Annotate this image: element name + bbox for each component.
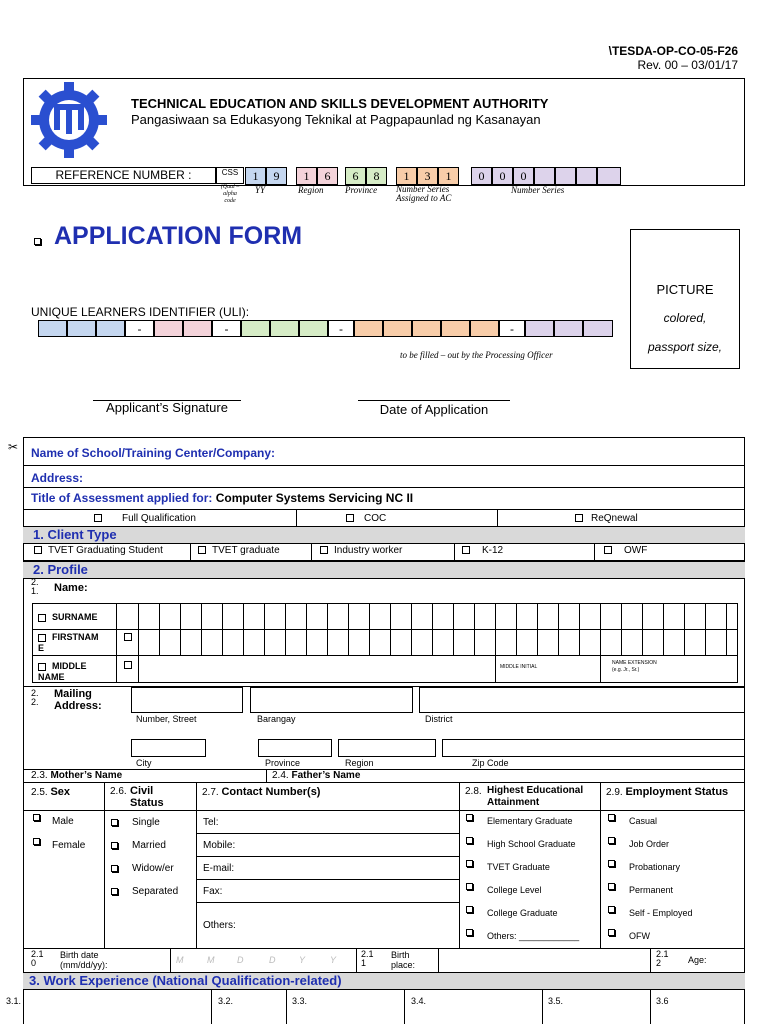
contact-others[interactable]: Others: [203,920,236,931]
page-title: APPLICATION FORM [54,222,303,250]
checkbox-icon[interactable] [320,546,328,554]
divider [454,543,455,560]
caption-number-series-ac: Number Series Assigned to AC [396,184,452,203]
birthdate-placeholder[interactable]: M [176,955,184,965]
checkbox-icon[interactable] [466,860,473,867]
divider [600,782,601,948]
name-label: Name: [54,582,88,594]
ref-digit[interactable]: 8 [366,167,387,185]
sex-num: 2.5. [31,787,48,798]
ref-digit[interactable]: 3 [417,167,438,185]
civil-option-label: Separated [132,886,179,897]
uli-cell[interactable] [554,320,583,337]
divider [438,948,439,972]
divider [404,989,405,1024]
caption-region: Region [298,185,324,195]
civil-option[interactable] [111,840,166,851]
age-num: 2.1 2 [656,949,669,968]
mother-num: 2.3. [31,770,48,781]
edu-option[interactable] [466,858,550,872]
ref-digit[interactable]: 1 [296,167,317,185]
divider [296,509,297,526]
checkbox-icon[interactable] [608,814,615,821]
checkbox-icon[interactable] [33,838,40,845]
edu-option[interactable] [466,812,573,826]
civil-option[interactable] [111,817,160,828]
option-coc[interactable] [346,513,386,524]
checkbox-icon[interactable] [608,860,615,867]
emp-header [606,786,728,798]
uli-label: UNIQUE LEARNERS IDENTIFIER (ULI): [31,305,250,319]
contact-header [202,786,320,798]
barangay-field[interactable] [250,687,413,713]
emp-option[interactable] [608,927,650,941]
checkbox-icon[interactable] [94,514,102,522]
checkbox-icon[interactable] [462,546,470,554]
uli-dash: - [339,322,343,336]
city-field[interactable] [131,739,206,757]
emp-option[interactable] [608,835,670,849]
divider [170,948,171,972]
divider [104,782,105,948]
client-option-label: K-12 [482,545,504,556]
checkbox-icon[interactable] [198,546,206,554]
caption-province: Province [345,185,378,195]
uli-cell[interactable] [270,320,299,337]
contact-num: 2.7. [202,787,219,798]
emp-num: 2.9. [606,787,623,798]
district-field[interactable] [419,687,745,713]
birthplace-label: Birth place: [391,950,416,970]
option-renewal[interactable] [575,513,638,524]
assessment-label: Title of Assessment applied for: [31,491,213,505]
sex-header [31,786,70,798]
edu-option-label: College Graduate [487,908,558,918]
option-full-qualification[interactable] [94,513,196,524]
contact-tel[interactable]: Tel: [203,817,219,828]
checkbox-icon[interactable] [466,814,473,821]
divider [311,543,312,560]
middle-initial-label: MIDDLE INITIAL [500,664,538,670]
qual-note: (Qual – alpha code [220,184,240,204]
revision: Rev. 00 – 03/01/17 [637,58,738,72]
checkbox-icon[interactable] [111,888,118,895]
edu-option[interactable] [466,927,580,941]
uli-cell[interactable] [412,320,441,337]
edu-option-label: High School Graduate [487,839,576,849]
divider [356,948,357,972]
street-field[interactable] [131,687,243,713]
checkbox-icon[interactable] [466,929,473,936]
rule [23,810,745,811]
ref-digit-empty[interactable] [555,167,576,185]
contact-email[interactable]: E-mail: [203,863,235,874]
ref-digit[interactable]: 6 [345,167,366,185]
num-2-2: 2. 2. [31,688,39,707]
firstname-label [38,632,99,654]
checkbox-icon [38,614,46,622]
divider [196,782,197,948]
section-title: 2. Profile [33,562,88,577]
uli-dash-cell [212,320,241,337]
emp-option[interactable] [608,812,658,826]
uli-cell[interactable] [67,320,96,337]
uli-cell[interactable] [154,320,183,337]
province-field[interactable] [258,739,332,757]
divider [266,769,267,782]
civil-label: Civil Status [130,785,164,809]
firstname-text: FIRSTNAM E [38,632,99,653]
sex-option[interactable] [33,812,74,827]
contact-mobile[interactable]: Mobile: [203,840,236,851]
uli-dash-cell [499,320,525,337]
emp-option[interactable] [608,881,674,895]
reference-label: REFERENCE NUMBER : [31,167,216,184]
work-col: 3.4. [411,996,427,1006]
ref-digit[interactable]: 6 [317,167,338,185]
addr-label: Province [265,758,301,768]
section-client-type [23,526,745,544]
client-option[interactable] [198,545,280,556]
surname-label [38,612,98,622]
edu-option-label: College Level [487,885,542,895]
addr-label: Number, Street [136,714,197,724]
divider [650,989,651,1024]
checkbox-icon[interactable] [111,819,118,826]
emp-option[interactable] [608,904,693,918]
father-row [272,770,360,781]
option-label: Full Qualification [122,513,196,524]
addr-label: Region [345,758,374,768]
sex-label: Sex [50,786,71,798]
mother-label: Mother’s Name [50,770,123,781]
divider [190,543,191,560]
birthdate-label: Birth date (mm/dd/yy): [60,950,108,970]
uli-dash-cell [328,320,354,337]
birthplace-num: 2.1 1 [361,949,374,968]
rule [23,782,745,783]
civil-option[interactable] [111,886,178,897]
divider [497,509,498,526]
father-label: Father’s Name [291,770,361,781]
checkbox-icon[interactable] [34,546,42,554]
uli-cell[interactable] [96,320,125,337]
checkbox-icon [34,238,41,245]
checkbox-icon [38,634,46,642]
work-col: 3.6 [656,996,669,1006]
address-label: Address: [31,471,84,485]
checkbox-icon[interactable] [111,842,118,849]
work-col: 3.3. [292,996,308,1006]
client-option-label: TVET Graduating Student [48,545,163,556]
client-option-label: OWF [624,545,648,556]
birthdate-placeholder[interactable]: D [237,955,244,965]
civil-option-label: Widow/er [132,863,174,874]
uli-cell[interactable] [470,320,499,337]
scissors-icon: ✂ [8,440,19,454]
section-work-experience [23,972,745,990]
emp-option-label: Self - Employed [629,908,693,918]
middlename-text: MIDDLE NAME [38,661,87,682]
uli-cell[interactable] [299,320,328,337]
checkbox-icon[interactable] [466,906,473,913]
zip-field[interactable] [442,739,745,757]
middlename-label [38,661,87,683]
uli-cell[interactable] [583,320,613,337]
civil-option-label: Married [132,840,166,851]
divider [650,948,651,972]
rule [23,487,745,488]
ref-digit[interactable]: 0 [492,167,513,185]
rule [196,833,459,834]
civil-num: 2.6. [110,786,127,797]
checkbox-icon[interactable] [604,546,612,554]
section-profile [23,561,745,579]
client-option-label: Industry worker [334,545,403,556]
ref-digit[interactable]: 1 [396,167,417,185]
emp-label: Employment Status [625,786,729,798]
uli-dash: - [224,322,229,336]
uli-dash: - [137,322,142,336]
uli-dash-cell [125,320,154,337]
ref-digit-empty[interactable] [597,167,621,185]
date-label: Date of Application [379,402,489,417]
ref-digit-empty[interactable] [576,167,597,185]
option-label: COC [364,513,387,524]
uli-dash: - [510,322,514,336]
checkbox-icon[interactable] [608,929,615,936]
work-col: 3.1. [6,996,22,1006]
picture-title: PICTURE [656,282,714,297]
date-line [358,400,510,401]
caption-yy: YY [255,185,266,195]
form-border-top [23,437,745,438]
assessment-row [31,491,413,505]
client-option[interactable] [604,545,647,556]
ref-digit-empty[interactable] [534,167,555,185]
addr-label: District [425,714,453,724]
region-field[interactable] [338,739,436,757]
emp-option-label: Casual [629,816,658,826]
agency-subtitle: Pangasiwaan sa Edukasyong Teknikal at Pagpapaunlad ng Kasanayan [131,112,541,127]
section-title: 1. Client Type [33,527,117,542]
uli-cell[interactable] [241,320,270,337]
name-extension-label: NAME EXTENSION (e.g. Jr., Sr.) [612,660,657,673]
checkbox-icon[interactable] [466,883,473,890]
css-box: CSS [216,167,244,184]
divider [459,782,460,948]
caption-number-series: Number Series [511,185,565,195]
checkbox-icon[interactable] [111,865,118,872]
sex-option[interactable] [33,836,86,851]
divider [211,989,212,1024]
edu-label: Highest Educational Attainment [487,785,584,808]
addr-label: Zip Code [472,758,509,768]
emp-option-label: Job Order [629,839,670,849]
checkbox-icon[interactable] [575,514,583,522]
school-label: Name of School/Training Center/Company: [31,446,276,460]
uli-cell[interactable] [383,320,412,337]
emp-option-label: OFW [629,931,650,941]
mailing-label: Mailing Address: [54,688,102,712]
emp-option[interactable] [608,858,681,872]
sex-option-label: Female [52,840,86,851]
sex-option-label: Male [52,816,74,827]
ref-digit[interactable]: 0 [471,167,492,185]
contact-label: Contact Number(s) [221,786,321,798]
ref-digit[interactable]: 0 [513,167,534,185]
addr-label: Barangay [257,714,296,724]
civil-option-label: Single [132,817,160,828]
father-num: 2.4. [272,770,289,781]
client-option[interactable] [34,545,163,556]
addr-label: City [136,758,152,768]
assessment-value: Computer Systems Servicing NC II [215,491,414,505]
ref-digit[interactable]: 9 [266,167,287,185]
emp-option-label: Permanent [629,885,674,895]
divider [542,989,543,1024]
ref-digit[interactable]: 1 [245,167,266,185]
picture-line2: passport size, [647,340,723,354]
uli-cell[interactable] [441,320,470,337]
checkbox-icon[interactable] [466,837,473,844]
form-code: \TESDA-OP-CO-05-F26 [608,44,738,58]
edu-option-label: TVET Graduate [487,862,550,872]
work-col: 3.5. [548,996,564,1006]
ref-digit[interactable]: 1 [438,167,459,185]
checkbox-icon[interactable] [124,661,132,669]
picture-line1: colored, [663,311,707,325]
uli-cell[interactable] [525,320,554,337]
edu-option-label: Elementary Graduate [487,816,573,826]
edu-num: 2.8. [465,786,482,797]
work-col: 3.2. [218,996,234,1006]
checkbox-icon[interactable] [346,514,354,522]
option-label: ReQnewal [591,513,638,524]
divider [594,543,595,560]
uli-cell[interactable] [183,320,212,337]
agency-name: TECHNICAL EDUCATION AND SKILLS DEVELOPMENT AUTHORITY [131,96,549,111]
rule [23,948,745,949]
rule [196,856,459,857]
edu-option[interactable] [466,881,542,895]
signature-label: Applicant’s Signature [106,400,228,415]
rule [23,509,745,510]
processing-note: to be filled – out by the Processing Officer [400,350,553,360]
birthdate-num: 2.1 0 [31,949,44,968]
edu-option[interactable] [466,835,576,849]
birthdate-placeholder[interactable]: M [207,955,215,965]
client-option-label: TVET graduate [212,545,280,556]
section-title: 3. Work Experience (National Qualification-related) [29,973,342,988]
rule [196,902,459,903]
birthdate-placeholder[interactable]: Y [330,955,337,965]
checkbox-icon[interactable] [608,883,615,890]
surname-text: SURNAME [52,612,98,622]
edu-option-label: Others: ____________ [487,931,580,941]
checkbox-icon[interactable] [124,633,132,641]
birthdate-placeholder[interactable]: Y [299,955,306,965]
contact-fax[interactable]: Fax: [203,886,223,897]
divider [286,989,287,1024]
tesda-logo [30,80,108,160]
birthdate-placeholder[interactable]: D [269,955,276,965]
mother-row [31,770,122,781]
client-option[interactable] [462,545,503,556]
rule [23,769,745,770]
rule [196,879,459,880]
checkbox-icon[interactable] [33,814,40,821]
edu-option[interactable] [466,904,558,918]
emp-option-label: Probationary [629,862,681,872]
uli-cell[interactable] [354,320,383,337]
num-2-1: 2. 1. [31,577,39,596]
checkbox-icon[interactable] [608,906,615,913]
uli-cell[interactable] [38,320,67,337]
age-label: Age: [688,955,707,965]
checkbox-icon [38,663,46,671]
checkbox-icon[interactable] [608,837,615,844]
rule [23,465,745,466]
client-option[interactable] [320,545,402,556]
civil-option[interactable] [111,863,174,874]
